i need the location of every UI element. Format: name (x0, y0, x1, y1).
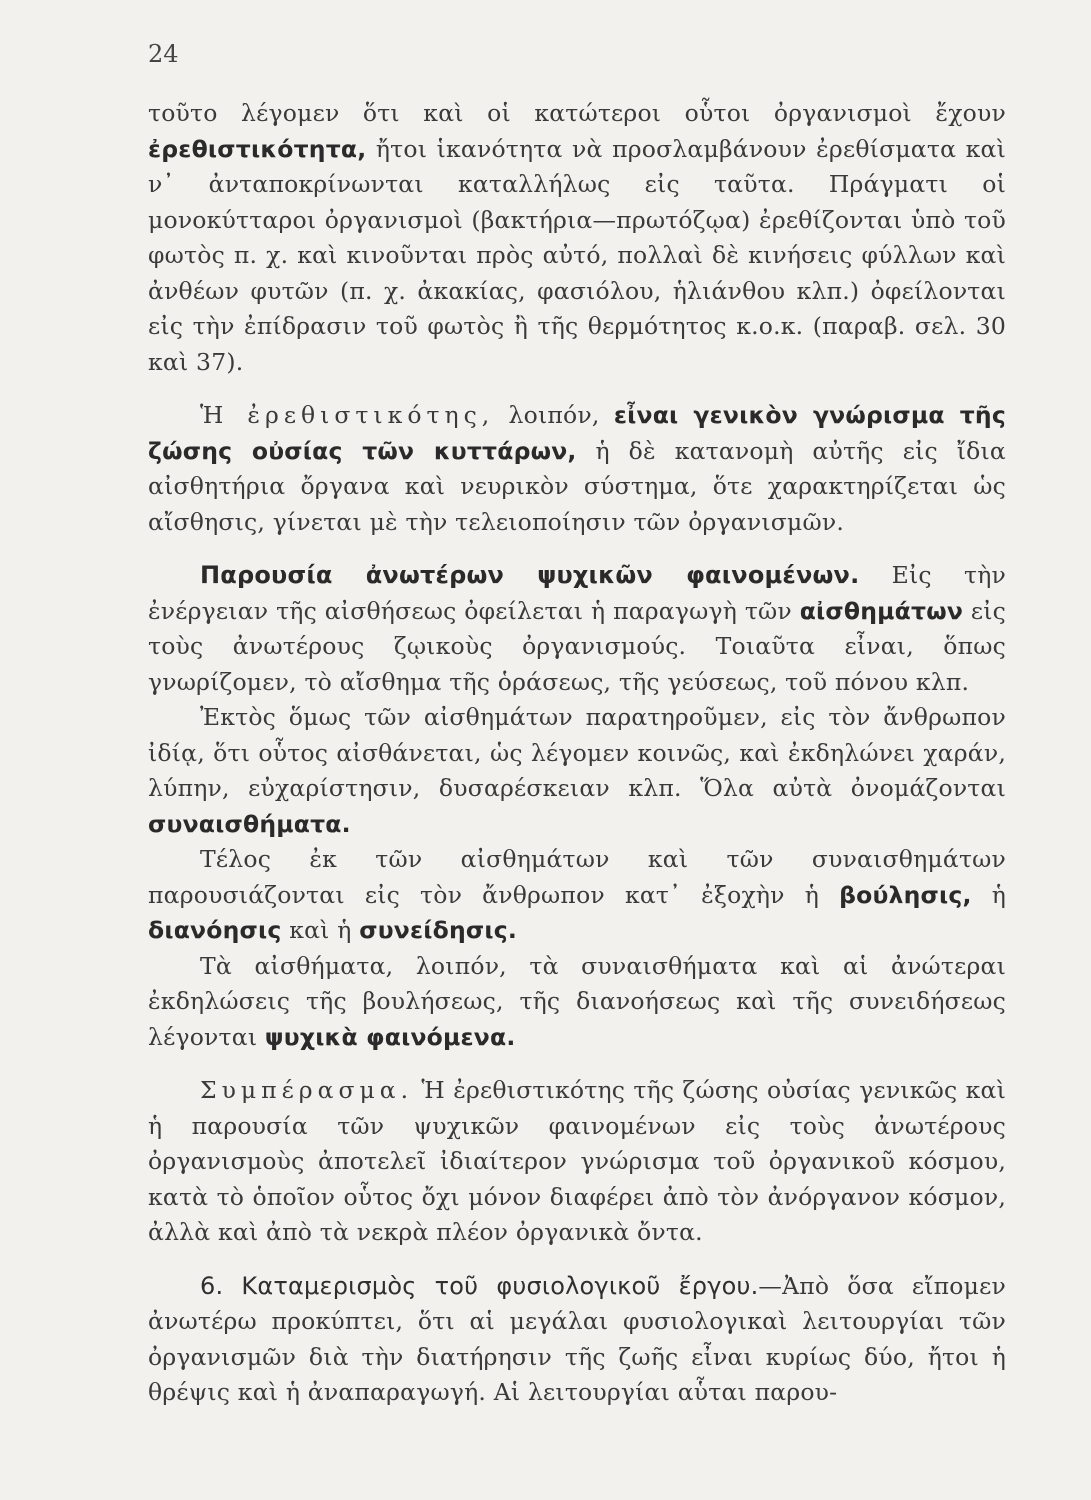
text-run: ἡ (971, 880, 1006, 909)
text-run: τοῦτο λέγομεν ὅτι καὶ οἱ κατώτεροι οὗτοι ὀργανισμοὶ ἔχουν (148, 99, 1006, 127)
bold-term-aisthimaton: αἰσθημάτων (799, 596, 964, 625)
paragraph-irritability-general (148, 398, 1006, 540)
paragraph-section-6 (148, 1269, 1006, 1411)
paragraph-irritability-intro (148, 96, 1006, 380)
spaced-term: Ἡ ἐρεθιστικότης, (200, 401, 495, 429)
text-run: Εἰς τὴν ἐνέργειαν τῆς αἰσθήσεως ὀφείλεται ἡ παραγωγὴ τῶν (148, 561, 1007, 625)
paragraph-psychic-summary (148, 949, 1006, 1056)
bold-term-psychika-fainomena: ψυχικὰ φαινόμενα. (264, 1022, 516, 1051)
paragraph-psychic-phenomena (148, 558, 1006, 700)
paragraph-conclusion (148, 1073, 1006, 1251)
bold-term-syneidisis: συνείδησις. (359, 916, 518, 944)
text-run: ἡ δὲ κατανομὴ αὐτῆς εἰς ἴδια αἰσθητήρια ὄργανα καὶ νευρικὸν σύστημα, ὅτε χαρακτηρίζεται ὡς αἴσθησις, γίνεται μὲ τὴν τελειοποίησιν τῶν ὀργανισμῶν. (148, 436, 1006, 536)
section-heading: 6. Καταμερισμὸς τοῦ φυσιολογικοῦ ἔργου. (200, 1271, 759, 1300)
text-run: Τὰ αἰσθήματα, λοιπόν, τὰ συναισθήματα καὶ αἱ ἀνώτεραι ἐκδηλώσεις τῆς βουλήσεως, τῆς διανοήσεως καὶ τῆς συνειδήσεως λέγονται (148, 951, 1006, 1051)
text-run: ἤτοι ἱκανότητα νὰ προσλαμβάνουν ἐρεθίσματα καὶ ν᾽ ἀνταποκρίνωνται καταλλήλως εἰς ταῦτα. Πράγματι οἱ μονοκύτταροι ὀργανισμοὶ (βακτήρια—πρωτόζῳα) ἐρεθίζονται ὑπὸ τοῦ φωτὸς π. χ. καὶ κινοῦνται πρὸς αὐτό, πολλαὶ δὲ κινήσεις φύλλων καὶ ἀνθέων φυτῶν (π. χ. ἀκακίας, φασιόλου, ἡλιάνθου κλπ.) ὀφείλονται εἰς τὴν ἐπίδρασιν τοῦ φωτὸς ἢ τῆς θερμότητος κ.ο.κ. (παραβ. σελ. 30 καὶ 37). (148, 134, 1006, 376)
spaced-term-conclusion: Συμπέρασμα. (200, 1076, 414, 1104)
paragraph-will-intellect (148, 842, 1006, 949)
text-run: λοιπόν, (494, 401, 614, 429)
paragraph-emotions (148, 700, 1006, 842)
text-run: εἰς τοὺς ἀνωτέρους ζῳικοὺς ὀργανισμούς. Τοιαῦτα εἶναι, ὅπως γνωρίζομεν, τὸ αἴσθημα τῆς ὁράσεως, τῆς γεύσεως, τοῦ πόνου κλπ. (148, 596, 1007, 696)
bold-term-erethistikotita: ἐρεθιστικότητα, (148, 134, 367, 163)
body-text (148, 96, 1006, 1411)
inline-heading: Παρουσία ἀνωτέρων ψυχικῶν φαινομένων. (200, 561, 860, 589)
text-run: Ἐκτὸς ὅμως τῶν αἰσθημάτων παρατηροῦμεν, εἰς τὸν ἄνθρωπον ἰδίᾳ, ὅτι οὗτος αἰσθάνεται, ὡς λέγομεν κοινῶς, καὶ ἐκδηλώνει χαράν, λύπην, εὐχαρίστησιν, δυσαρέσκειαν κλπ. Ὅλα αὐτὰ ὀνομάζονται (148, 703, 1006, 802)
bold-statement: εἶναι γενικὸν γνώρισμα τῆς ζώσης οὐσίας τῶν κυττάρων, (148, 401, 1006, 465)
bold-term-synaisthimata: συναισθήματα. (148, 809, 351, 838)
bold-term-dianoisis: διανόησις (148, 916, 282, 944)
text-run: Τέλος ἐκ τῶν αἰσθημάτων καὶ τῶν συναισθημάτων παρουσιάζονται εἰς τὸν ἄνθρωπον κατ᾽ ἐξοχὴν ἡ (148, 845, 1006, 909)
text-run: —Ἀπὸ ὅσα εἴπομεν ἀνωτέρω προκύπτει, ὅτι αἱ μεγάλαι φυσιολογικαὶ λειτουργίαι τῶν ὀργανισμῶν διὰ τὴν διατήρησιν τῆς ζωῆς εἶναι κυρίως δύο, ἤτοι ἡ θρέψις καὶ ἡ ἀναπαραγωγή. Αἱ λειτουργίαι αὗται παρου- (148, 1271, 1006, 1406)
text-run: καὶ ἡ (281, 916, 360, 944)
text-run: Ἡ ἐρεθιστικότης τῆς ζώσης οὐσίας γενικῶς καὶ ἡ παρουσία τῶν ψυχικῶν φαινομένων εἰς τοὺς ἀνωτέρους ὀργανισμοὺς ἀποτελεῖ ἰδιαίτερον γνώρισμα τοῦ ὀργανικοῦ κόσμου, κατὰ τὸ ὁποῖον οὗτος ὄχι μόνον διαφέρει ἀπὸ τὸν ἀνόργανον κόσμον, ἀλλὰ καὶ ἀπὸ τὰ νεκρὰ πλέον ὀργανικὰ ὄντα. (148, 1076, 1006, 1246)
bold-term-voulisis: βούλησις, (839, 880, 972, 909)
page-number: 24 (148, 40, 179, 68)
